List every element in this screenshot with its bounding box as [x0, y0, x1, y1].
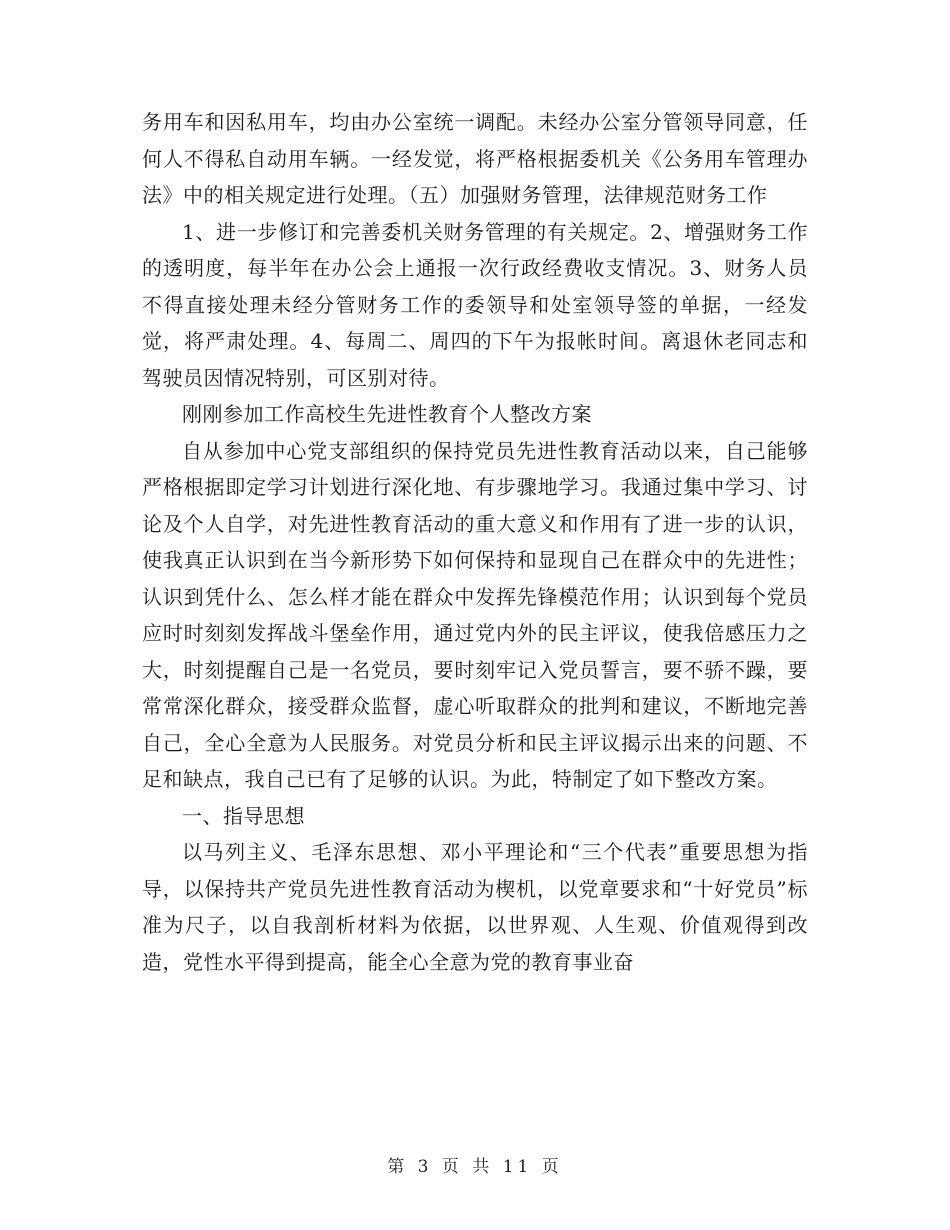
paragraph-introduction: 自从参加中心党支部组织的保持党员先进性教育活动以来，自己能够严格根据即定学习计划进行深化地、有步骤地学习。我通过集中学习、讨论及个人自学，对先进性教育活动的重大意义和作用有了进一步的认识，使我真正认识到在当今新形势下如何保持和显现自己在群众中的先进性；认识到凭什么、怎么样才能在群众中发挥先锋模范作用；认识到每个党员应时时刻刻发挥战斗堡垒作用，通过党内外的民主评议，使我倍感压力之大，时刻提醒自己是一名党员，要时刻牢记入党员誓言，要不骄不躁，要常常深化群众，接受群众监督，虚心听取群众的批判和建议，不断地完善自己，全心全意为人民服务。对党员分析和民主评议揭示出来的问题、不足和缺点，我自己已有了足够的认识。为此，特制定了如下整改方案。	[142, 438, 808, 791]
footer-suffix: 页	[541, 1157, 563, 1177]
paragraph-vehicle-rules: 务用车和因私用车，均由办公室统一调配。未经办公室分管领导同意，任何人不得私自动用车辆。一经发觉，将严格根据委机关《公务用车管理办法》中的相关规定进行处理。（五）加强财务管理，法律规范财务工作	[142, 110, 808, 207]
document-body	[142, 104, 808, 980]
page-footer	[0, 1152, 950, 1177]
paragraph-guiding-ideology: 以马列主义、毛泽东思想、邓小平理论和“三个代表”重要思想为指导，以保持共产党员先进性教育活动为楔机，以党章要求和“十好党员”标准为尺子，以自我剖析材料为依据，以世界观、人生观、价值观得到改造，党性水平得到提高，能全心全意为党的教育事业奋	[142, 840, 808, 974]
heading-guiding-ideology: 一、指导思想	[182, 803, 305, 828]
paragraph-finance-rules: 1、进一步修订和完善委机关财务管理的有关规定。2、增强财务工作的透明度，每半年在办公会上通报一次行政经费收支情况。3、财务人员不得直接处理未经分管财务工作的委领导和处室领导签的单据，一经发觉，将严肃处理。4、每周二、周四的下午为报帐时间。离退休老同志和驾驶员因情况特别，可区别对待。	[142, 219, 808, 390]
footer-middle: 页 共	[441, 1157, 494, 1177]
footer-prefix: 第	[387, 1157, 409, 1177]
footer-current-page: 3	[417, 1157, 433, 1177]
section-title-rectification-plan: 刚刚参加工作高校生先进性教育个人整改方案	[182, 402, 592, 426]
footer-total-pages: 11	[502, 1157, 533, 1177]
